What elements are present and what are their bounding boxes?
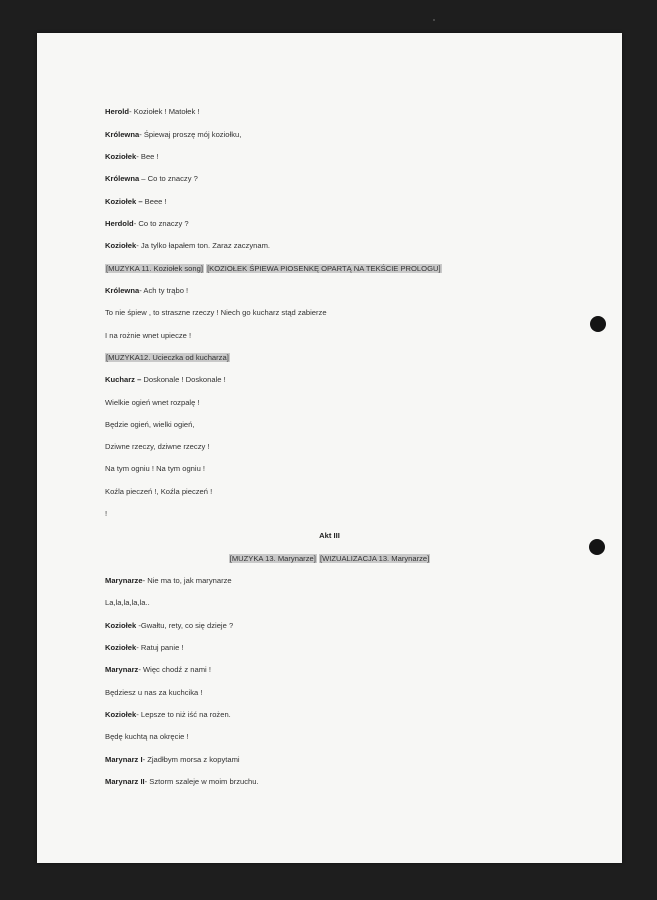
binder-hole-bottom (589, 539, 605, 555)
dialogue-line (105, 107, 200, 117)
dialogue-line (105, 130, 241, 140)
dialogue-text: Dziwne rzeczy, dziwne rzeczy ! (105, 442, 210, 451)
dialogue-text: Koźla pieczeń !, Koźla pieczeń ! (105, 487, 213, 496)
speaker-name: Marynarz I (105, 755, 143, 764)
dialogue-text: - Więc chodź z nami ! (138, 665, 211, 674)
dialogue-line (105, 777, 259, 787)
dialogue-text: - Co to znaczy ? (133, 219, 189, 228)
music-cue-line (105, 264, 442, 274)
speaker-name: Herold (105, 107, 130, 116)
speaker-name: Królewna (105, 174, 140, 183)
music-cue: [MUZYKA 13. Marynarze] (229, 554, 316, 563)
dialogue-text: Beee ! (142, 197, 167, 206)
dialogue-line (105, 375, 226, 385)
speaker-name: Koziołek (105, 621, 137, 630)
speaker-name: Herdold (105, 219, 134, 228)
speaker-name: Marynarz II (105, 777, 145, 786)
dialogue-text: - Ach ty trąbo ! (139, 286, 189, 295)
binder-hole-top (590, 316, 606, 332)
speaker-name: Koziołek (105, 643, 137, 652)
speaker-name: Koziołek (105, 241, 137, 250)
act-title: Akt III (319, 531, 340, 540)
dialogue-line (105, 509, 107, 519)
dialogue-text: - Sztorm szaleje w moim brzuchu. (144, 777, 259, 786)
dialogue-line (105, 197, 167, 207)
dialogue-line (105, 219, 189, 229)
dialogue-line (105, 598, 150, 608)
dialogue-line (105, 621, 233, 631)
dialogue-text: - Bee ! (136, 152, 159, 161)
dialogue-text: Doskonale ! Doskonale ! (141, 375, 226, 384)
speaker-name: Marynarz (105, 665, 139, 674)
music-cue: [MUZYKA 11. Koziołek song] (106, 264, 203, 273)
dialogue-line (105, 688, 203, 698)
dialogue-text: – Co to znaczy ? (139, 174, 198, 183)
speaker-name: Koziołek (105, 152, 137, 161)
dialogue-line (105, 241, 270, 251)
dialogue-text: Wielkie ogień wnet rozpalę ! (105, 398, 200, 407)
dialogue-text: La,la,la,la,la.. (105, 598, 150, 607)
dialogue-line (105, 487, 212, 497)
dialogue-text: - Lepsze to niż iść na rożen. (136, 710, 231, 719)
dialogue-line (105, 398, 200, 408)
dialogue-line (105, 420, 195, 430)
dialogue-text: - Ratuj panie ! (136, 643, 184, 652)
dialogue-line (105, 643, 184, 653)
dialogue-line (105, 308, 327, 318)
dialogue-line (105, 331, 191, 341)
dialogue-line (105, 576, 232, 586)
dialogue-line (105, 710, 231, 720)
music-cue: [MUZYKA12. Ucieczka od kucharza] (106, 353, 229, 362)
dialogue-text: Na tym ogniu ! Na tym ogniu ! (105, 464, 206, 473)
stage-cue: [WIZUALIZACJA 13. Marynarze] (319, 554, 430, 563)
speaker-name: Kucharz – (105, 375, 142, 384)
dialogue-line (105, 665, 211, 675)
dialogue-line (105, 174, 198, 184)
speaker-name: Koziołek – (105, 197, 143, 206)
dialogue-line (105, 464, 205, 474)
dialogue-line (105, 442, 210, 452)
dialogue-text: - Nie ma to, jak marynarze (142, 576, 232, 585)
speaker-name: Marynarze (105, 576, 143, 585)
dialogue-text: -Gwałtu, rety, co się dzieje ? (136, 621, 234, 630)
speaker-name: Królewna (105, 130, 140, 139)
speaker-name: Królewna (105, 286, 140, 295)
dialogue-line (105, 286, 188, 296)
stage-cue: [KOZIOŁEK ŚPIEWA PIOSENKĘ OPARTĄ NA TEKŚCIE PROLOGU] (207, 264, 441, 273)
dust-speck (433, 19, 435, 21)
dialogue-text: - Koziołek ! Matołek ! (129, 107, 200, 116)
dialogue-text: ! (105, 509, 108, 518)
music-cue-line (37, 554, 622, 564)
dialogue-text: Będziesz u nas za kuchcika ! (105, 688, 203, 697)
document-page (37, 33, 622, 863)
dialogue-text: I na rożnie wnet upiecze ! (105, 331, 192, 340)
dialogue-line (105, 755, 240, 765)
act-heading (37, 531, 622, 541)
dialogue-text: To nie śpiew , to straszne rzeczy ! Niech go kucharz stąd zabierze (105, 308, 327, 317)
music-cue-line (105, 353, 230, 363)
dialogue-text: Będę kuchtą na okręcie ! (105, 732, 189, 741)
dialogue-text: - Śpiewaj proszę mój koziołku, (139, 130, 242, 139)
speaker-name: Koziołek (105, 710, 137, 719)
dialogue-text: - Ja tylko łapałem ton. Zaraz zaczynam. (136, 241, 271, 250)
dialogue-line (105, 152, 159, 162)
dialogue-text: Będzie ogień, wielki ogień, (105, 420, 195, 429)
dialogue-text: - Zjadłbym morsa z kopytami (142, 755, 240, 764)
dialogue-line (105, 732, 189, 742)
